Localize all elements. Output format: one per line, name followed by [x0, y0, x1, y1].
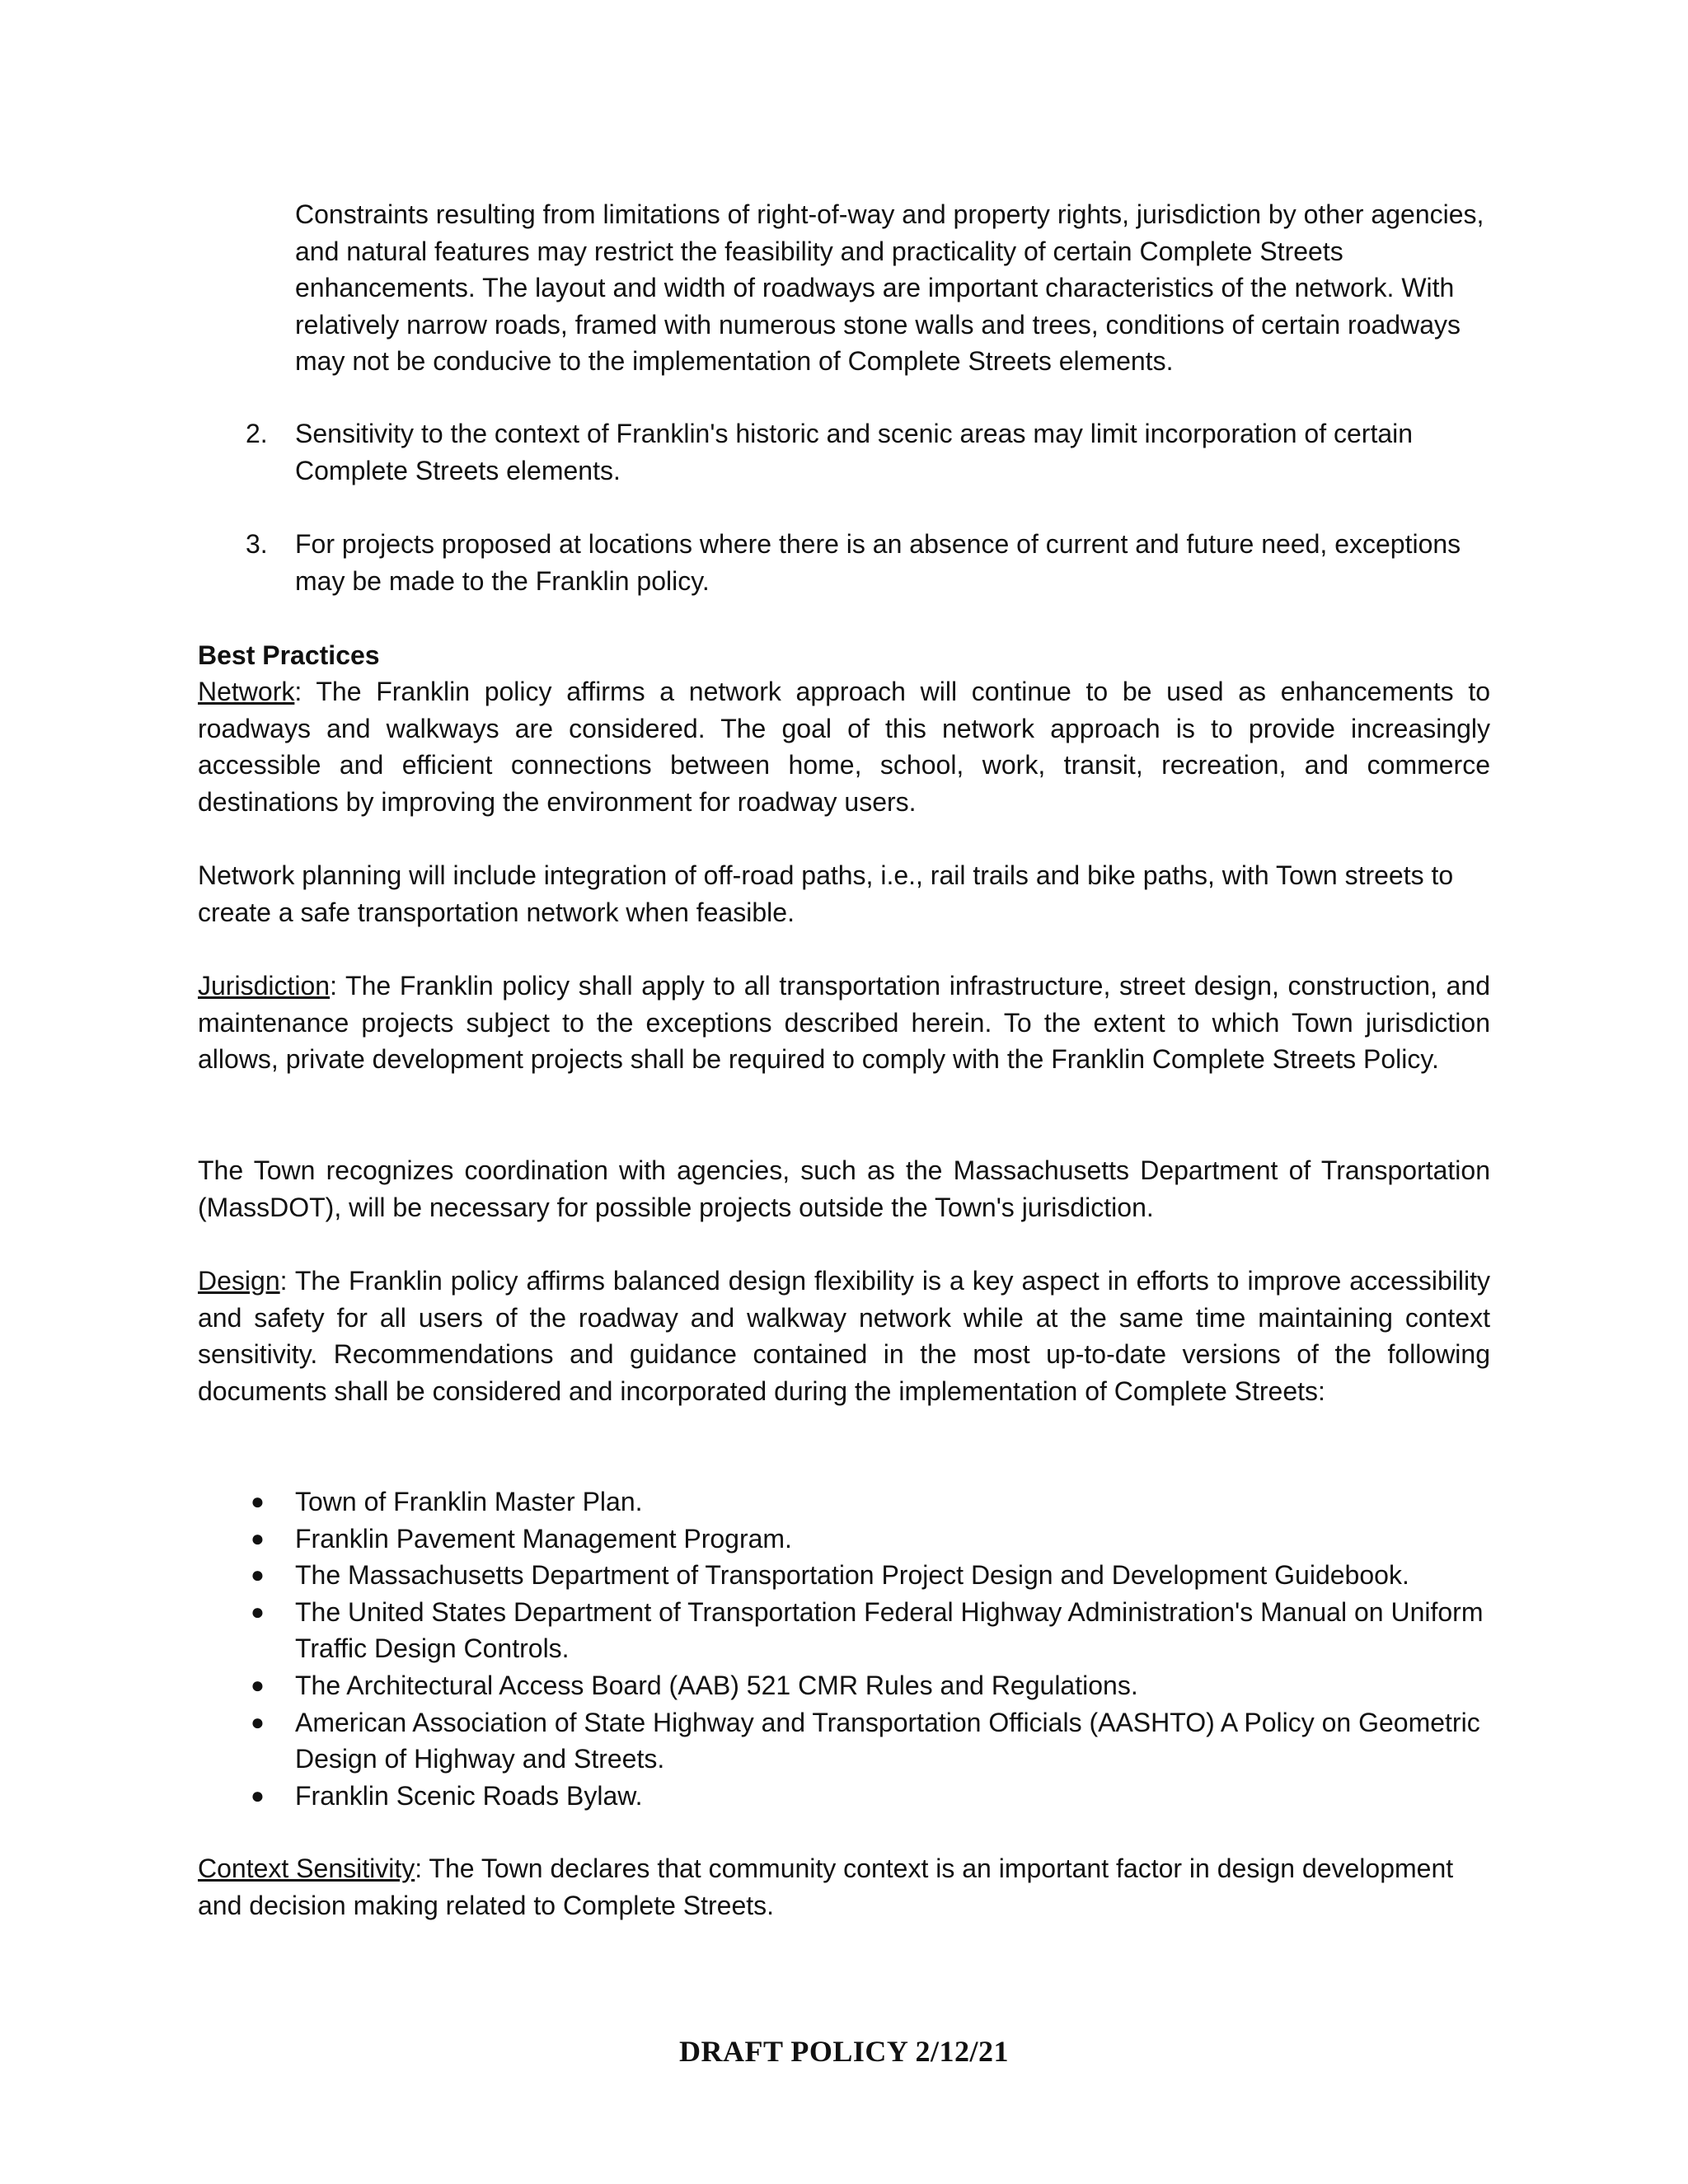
constraints-paragraph: Constraints resulting from limitations of right-of-way and property rights, jurisdiction by other agencies, and natural features may restrict the feasibility and practicality of certain Complete Streets enhancements. The layout and width of roadways are important characteristics of the network. With relatively narrow roads, framed with numerous stone walls and trees, conditions of certain roadways may not be conducive to the implementation of Complete Streets elements.: [295, 199, 1484, 377]
context-sensitivity-paragraph: [198, 1850, 1490, 1924]
bullet-icon: ●: [251, 1598, 265, 1624]
network-paragraph: [198, 673, 1490, 820]
draft-policy-footer: DRAFT POLICY 2/12/21: [678, 2035, 1010, 2068]
network-label: Network: [198, 677, 295, 706]
jurisdiction-label: Jurisdiction: [198, 971, 331, 1001]
bullet-icon: ●: [251, 1708, 265, 1735]
item-number: 2.: [246, 419, 268, 448]
item-text: Sensitivity to the context of Franklin's historic and scenic areas may limit incorporation of certain Complete Streets elements.: [295, 419, 1414, 485]
item-text: For projects proposed at locations where there is an absence of current and future need, exceptions may be made to the Franklin policy.: [295, 529, 1461, 596]
design-documents-list: [246, 1483, 1490, 1814]
bullet-icon: ●: [251, 1488, 265, 1514]
network-text: : The Franklin policy affirms a network approach will continue to be used as enhancements to roadways and walkways are considered. The goal of this network approach is to provide increasingly accessible and efficient connections between home, school, work, transit, recreation, and commerce destinations by improving the environment for roadway users.: [198, 677, 1490, 817]
list-item: ● Franklin Scenic Roads Bylaw.: [246, 1778, 1490, 1815]
jurisdiction-text: : The Franklin policy shall apply to all transportation infrastructure, street design, construction, and maintenance projects subject to the exceptions described herein. To the extent to which Town jurisdiction allows, private development projects shall be required to comply with the Franklin Complete Streets Policy.: [198, 971, 1490, 1075]
jurisdiction-paragraph: [198, 968, 1490, 1078]
bullet-icon: ●: [251, 1562, 265, 1588]
list-item: ● The Massachusetts Department of Transportation Project Design and Development Guidebook.: [246, 1557, 1490, 1594]
network-planning-paragraph: Network planning will include integration of off-road paths, i.e., rail trails and bike paths, with Town streets to create a safe transportation network when feasible.: [198, 860, 1454, 927]
design-paragraph: [198, 1263, 1490, 1409]
list-item: ● The Architectural Access Board (AAB) 521 CMR Rules and Regulations.: [246, 1667, 1490, 1704]
list-item: ● The United States Department of Transportation Federal Highway Administration's Manual on Uniform Traffic Design Controls.: [246, 1594, 1490, 1667]
bullet-icon: ●: [251, 1671, 265, 1698]
coordination-paragraph: The Town recognizes coordination with agencies, such as the Massachusetts Department of Transportation (MassDOT), will be necessary for possible projects outside the Town's jurisdiction.: [198, 1155, 1490, 1222]
design-label: Design: [198, 1266, 280, 1296]
best-practices-heading: Best Practices: [198, 640, 380, 670]
bullet-icon: ●: [251, 1782, 265, 1808]
context-sensitivity-label: Context Sensitivity: [198, 1854, 415, 1883]
context-sensitivity-text: : The Town declares that community context is an important factor in design development and decision making related to Complete Streets.: [198, 1854, 1454, 1920]
list-item: ● Town of Franklin Master Plan.: [246, 1483, 1490, 1521]
design-text: : The Franklin policy affirms balanced design flexibility is a key aspect in efforts to improve accessibility and safety for all users of the roadway and walkway network while at the same time maintaining context sensitivity. Recommendations and guidance contained in the most up-to-date versions of the following documents shall be considered and incorporated during the implementation of Complete Streets:: [198, 1266, 1490, 1406]
list-item: ● Franklin Pavement Management Program.: [246, 1521, 1490, 1558]
item-number: 3.: [246, 529, 268, 559]
list-item: ● American Association of State Highway and Transportation Officials (AASHTO) A Policy on Geometric Design of Highway and Streets.: [246, 1704, 1490, 1778]
bullet-icon: ●: [251, 1525, 265, 1551]
